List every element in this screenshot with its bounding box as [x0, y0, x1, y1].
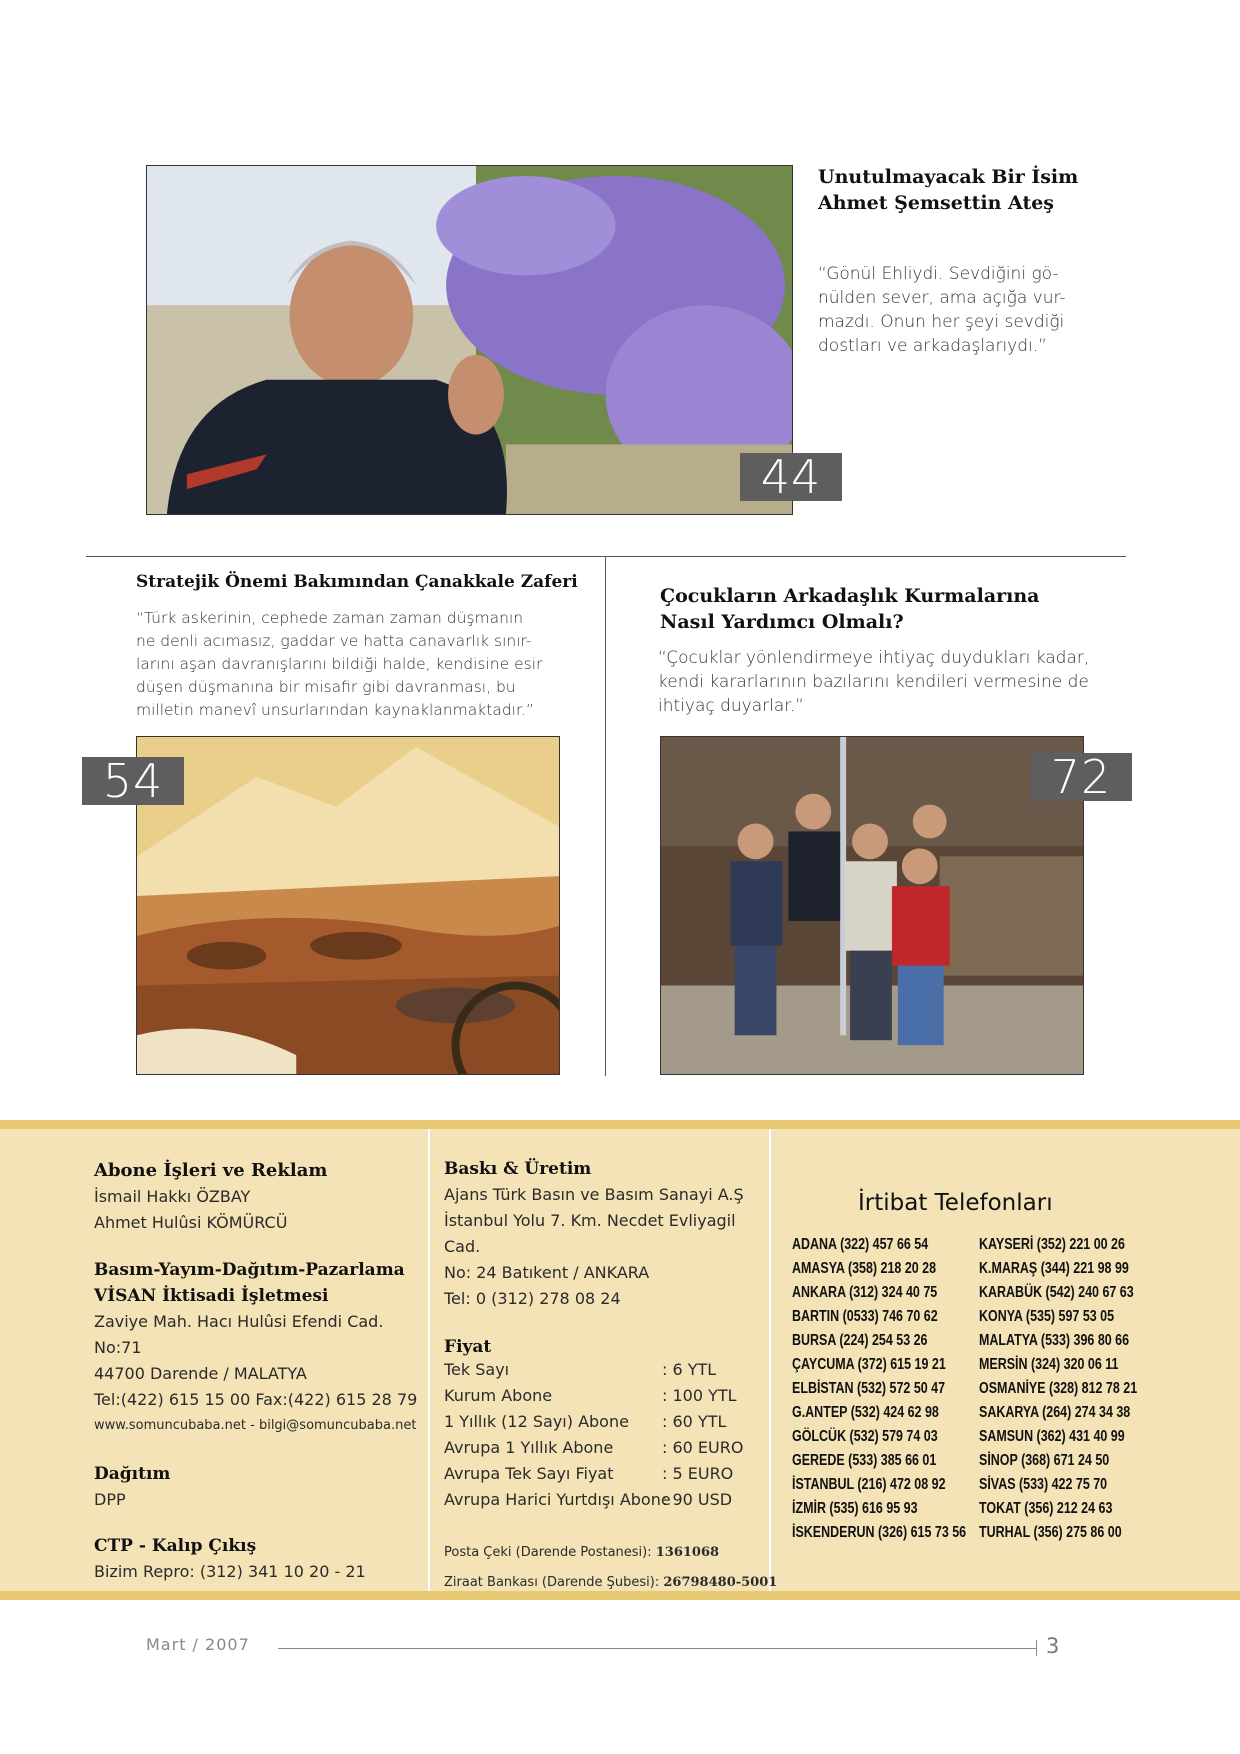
quote-line: ne denli acımasız, gaddar ve hatta canavarlık sınır- — [136, 632, 532, 650]
phone-entry: ANKARA (312) 324 40 75 — [792, 1284, 938, 1301]
phone-entry: GEREDE (533) 385 66 01 — [792, 1452, 937, 1469]
photo-children-group — [660, 736, 1084, 1075]
quote-line: “Türk askerinin, cephede zaman zaman düşmanın — [136, 609, 524, 627]
photo-man-with-flowers — [146, 165, 793, 515]
price-row — [444, 1386, 764, 1412]
panel-top-bar — [0, 1120, 1240, 1129]
abone-title: Abone İşleri ve Reklam — [94, 1160, 328, 1181]
article-quote-54 — [136, 607, 542, 722]
phone-entry: MALATYA (533) 396 80 66 — [979, 1332, 1130, 1349]
quote-line: kendi kararlarının bazılarını kendileri vermesine de — [658, 672, 1089, 692]
footer-rule — [278, 1648, 1036, 1649]
baski-line: İstanbul Yolu 7. Km. Necdet Evliyagil Cad. — [444, 1211, 736, 1256]
price-row — [444, 1360, 764, 1386]
phone-entry: İSKENDERUN (326) 615 73 56 — [792, 1524, 967, 1541]
footer-rule-tick — [1036, 1640, 1037, 1656]
phone-entry: AMASYA (358) 218 20 28 — [792, 1260, 937, 1277]
posta-ceki — [444, 1538, 764, 1568]
imprint-column-2 — [444, 1156, 778, 1598]
price-row — [444, 1490, 764, 1516]
basim-title-2: VİSAN İktisadi İşletmesi — [94, 1286, 329, 1306]
price-value: : 5 EURO — [662, 1464, 734, 1483]
phone-entry: SAKARYA (264) 274 34 38 — [979, 1404, 1131, 1421]
fiyat-title: Fiyat — [444, 1337, 492, 1357]
phone-entry: İSTANBUL (216) 472 08 92 — [792, 1476, 946, 1493]
vertical-divider — [605, 556, 606, 1076]
phone-entry: OSMANİYE (328) 812 78 21 — [979, 1380, 1138, 1397]
baski-line: Tel: 0 (312) 278 08 24 — [444, 1289, 621, 1308]
phone-entry: ELBİSTAN (532) 572 50 47 — [792, 1380, 946, 1397]
price-row — [444, 1438, 764, 1464]
page-number-badge-72: 72 — [1030, 753, 1132, 801]
price-value: : 60 EURO — [662, 1438, 744, 1457]
basim-line: Zaviye Mah. Hacı Hulûsi Efendi Cad. No:71 — [94, 1312, 384, 1357]
quote-line: mazdı. Onun her şeyi sevdiği — [818, 312, 1065, 332]
phone-entry: ÇAYCUMA (372) 615 19 21 — [792, 1356, 946, 1373]
quote-line: milletin manevî unsurlarından kaynaklanmaktadır.” — [136, 701, 534, 719]
basim-title-1: Basım-Yayım-Dağıtım-Pazarlama — [94, 1260, 405, 1280]
panel-divider-2 — [769, 1129, 771, 1591]
posta-value: 1361068 — [655, 1545, 720, 1560]
price-row — [444, 1412, 764, 1438]
imprint-column-1 — [94, 1158, 424, 1585]
abone-line: İsmail Hakkı ÖZBAY — [94, 1187, 251, 1206]
price-value: : 100 YTL — [662, 1386, 737, 1405]
price-value: : 90 USD — [662, 1490, 733, 1509]
article-title-44 — [818, 164, 1078, 216]
price-row — [444, 1464, 764, 1490]
dagitim-title: Dağıtım — [94, 1464, 171, 1484]
quote-line: düşen düşmanına bir misafir gibi davranması, bu — [136, 678, 516, 696]
article-title-72-line2: Nasıl Yardımcı Olmalı? — [660, 611, 904, 633]
article-quote-44 — [818, 262, 1066, 358]
web-email[interactable]: www.somuncubaba.net - bilgi@somuncubaba.net — [94, 1418, 417, 1433]
phone-entry: ADANA (322) 457 66 54 — [792, 1236, 929, 1253]
price-table — [444, 1360, 764, 1516]
dagitim-value: DPP — [94, 1490, 126, 1509]
ctp-value: Bizim Repro: (312) 341 10 20 - 21 — [94, 1562, 366, 1581]
price-label: Tek Sayı — [444, 1360, 510, 1379]
article-title-44-line1: Unutulmayacak Bir İsim — [818, 166, 1079, 188]
page-number-badge-44: 44 — [740, 453, 842, 501]
baski-line: No: 24 Batıkent / ANKARA — [444, 1263, 650, 1282]
horizontal-divider — [86, 556, 1126, 557]
article-title-72 — [660, 583, 1039, 635]
quote-line: “Gönül Ehliydi. Sevdiğini gö- — [818, 264, 1059, 284]
basim-line: Tel:(422) 615 15 00 Fax:(422) 615 28 79 — [94, 1390, 418, 1409]
phone-entry: K.MARAŞ (344) 221 98 99 — [979, 1260, 1129, 1277]
price-label: Avrupa Tek Sayı Fiyat — [444, 1464, 614, 1483]
page-number-badge-54: 54 — [82, 757, 184, 805]
article-title-54: Stratejik Önemi Bakımından Çanakkale Zaferi — [136, 572, 578, 592]
price-label: Avrupa 1 Yıllık Abone — [444, 1438, 614, 1457]
phone-entry: SAMSUN (362) 431 40 99 — [979, 1428, 1125, 1445]
phone-entry: SİNOP (368) 671 24 50 — [979, 1452, 1110, 1469]
quote-line: nülden sever, ama açığa vur- — [818, 288, 1066, 308]
ziraat-label: Ziraat Bankası (Darende Şubesi): — [444, 1575, 664, 1590]
ziraat-bankasi — [444, 1568, 778, 1598]
phone-entry: TOKAT (356) 212 24 63 — [979, 1500, 1113, 1517]
price-label: Kurum Abone — [444, 1386, 553, 1405]
phone-entry: KAYSERİ (352) 221 00 26 — [979, 1236, 1125, 1253]
baski-title: Baskı & Üretim — [444, 1159, 592, 1179]
page-number: 3 — [1046, 1634, 1060, 1658]
price-label: Avrupa Harici Yurtdışı Abone — [444, 1490, 671, 1509]
footer-issue-date: Mart / 2007 — [146, 1635, 250, 1654]
price-label: 1 Yıllık (12 Sayı) Abone — [444, 1412, 629, 1431]
article-quote-72 — [658, 646, 1089, 718]
article-title-44-line2: Ahmet Şemsettin Ateş — [818, 192, 1055, 214]
price-value: : 60 YTL — [662, 1412, 727, 1431]
article-title-72-line1: Çocukların Arkadaşlık Kurmalarına — [660, 585, 1040, 607]
price-value: : 6 YTL — [662, 1360, 717, 1379]
baski-line: Ajans Türk Basın ve Basım Sanayi A.Ş — [444, 1185, 744, 1204]
ctp-title: CTP - Kalıp Çıkış — [94, 1536, 257, 1556]
quote-line: “Çocuklar yönlendirmeye ihtiyaç duydukları kadar, — [658, 648, 1090, 668]
phone-entry: GÖLCÜK (532) 579 74 03 — [792, 1428, 938, 1445]
phone-entry: TURHAL (356) 275 86 00 — [979, 1524, 1122, 1541]
ziraat-value: 26798480-5001 — [663, 1575, 778, 1590]
quote-line: dostları ve arkadaşlarıydı.” — [818, 336, 1047, 356]
phone-entry: MERSİN (324) 320 06 11 — [979, 1356, 1119, 1373]
phone-entry: SİVAS (533) 422 75 70 — [979, 1476, 1108, 1493]
payment-info — [444, 1538, 778, 1598]
abone-line: Ahmet Hulûsi KÖMÜRCÜ — [94, 1213, 288, 1232]
posta-label: Posta Çeki (Darende Postanesi): — [444, 1545, 656, 1560]
phones-title: İrtibat Telefonları — [858, 1190, 1053, 1216]
phone-entry: BARTIN (0533) 746 70 62 — [792, 1308, 938, 1325]
phone-entry: KARABÜK (542) 240 67 63 — [979, 1284, 1134, 1301]
phone-entry: G.ANTEP (532) 424 62 98 — [792, 1404, 939, 1421]
phone-entry: KONYA (535) 597 53 05 — [979, 1308, 1115, 1325]
phone-entry: BURSA (224) 254 53 26 — [792, 1332, 928, 1349]
panel-divider-1 — [428, 1129, 430, 1591]
phones-list — [792, 1236, 1192, 1556]
basim-line: 44700 Darende / MALATYA — [94, 1364, 307, 1383]
quote-line: larını aşan davranışlarını bildiği halde, kendisine esir — [136, 655, 543, 673]
painting-battle-scene — [136, 736, 560, 1075]
quote-line: ihtiyaç duyarlar.” — [658, 696, 804, 716]
phone-entry: İZMİR (535) 616 95 93 — [792, 1500, 918, 1517]
